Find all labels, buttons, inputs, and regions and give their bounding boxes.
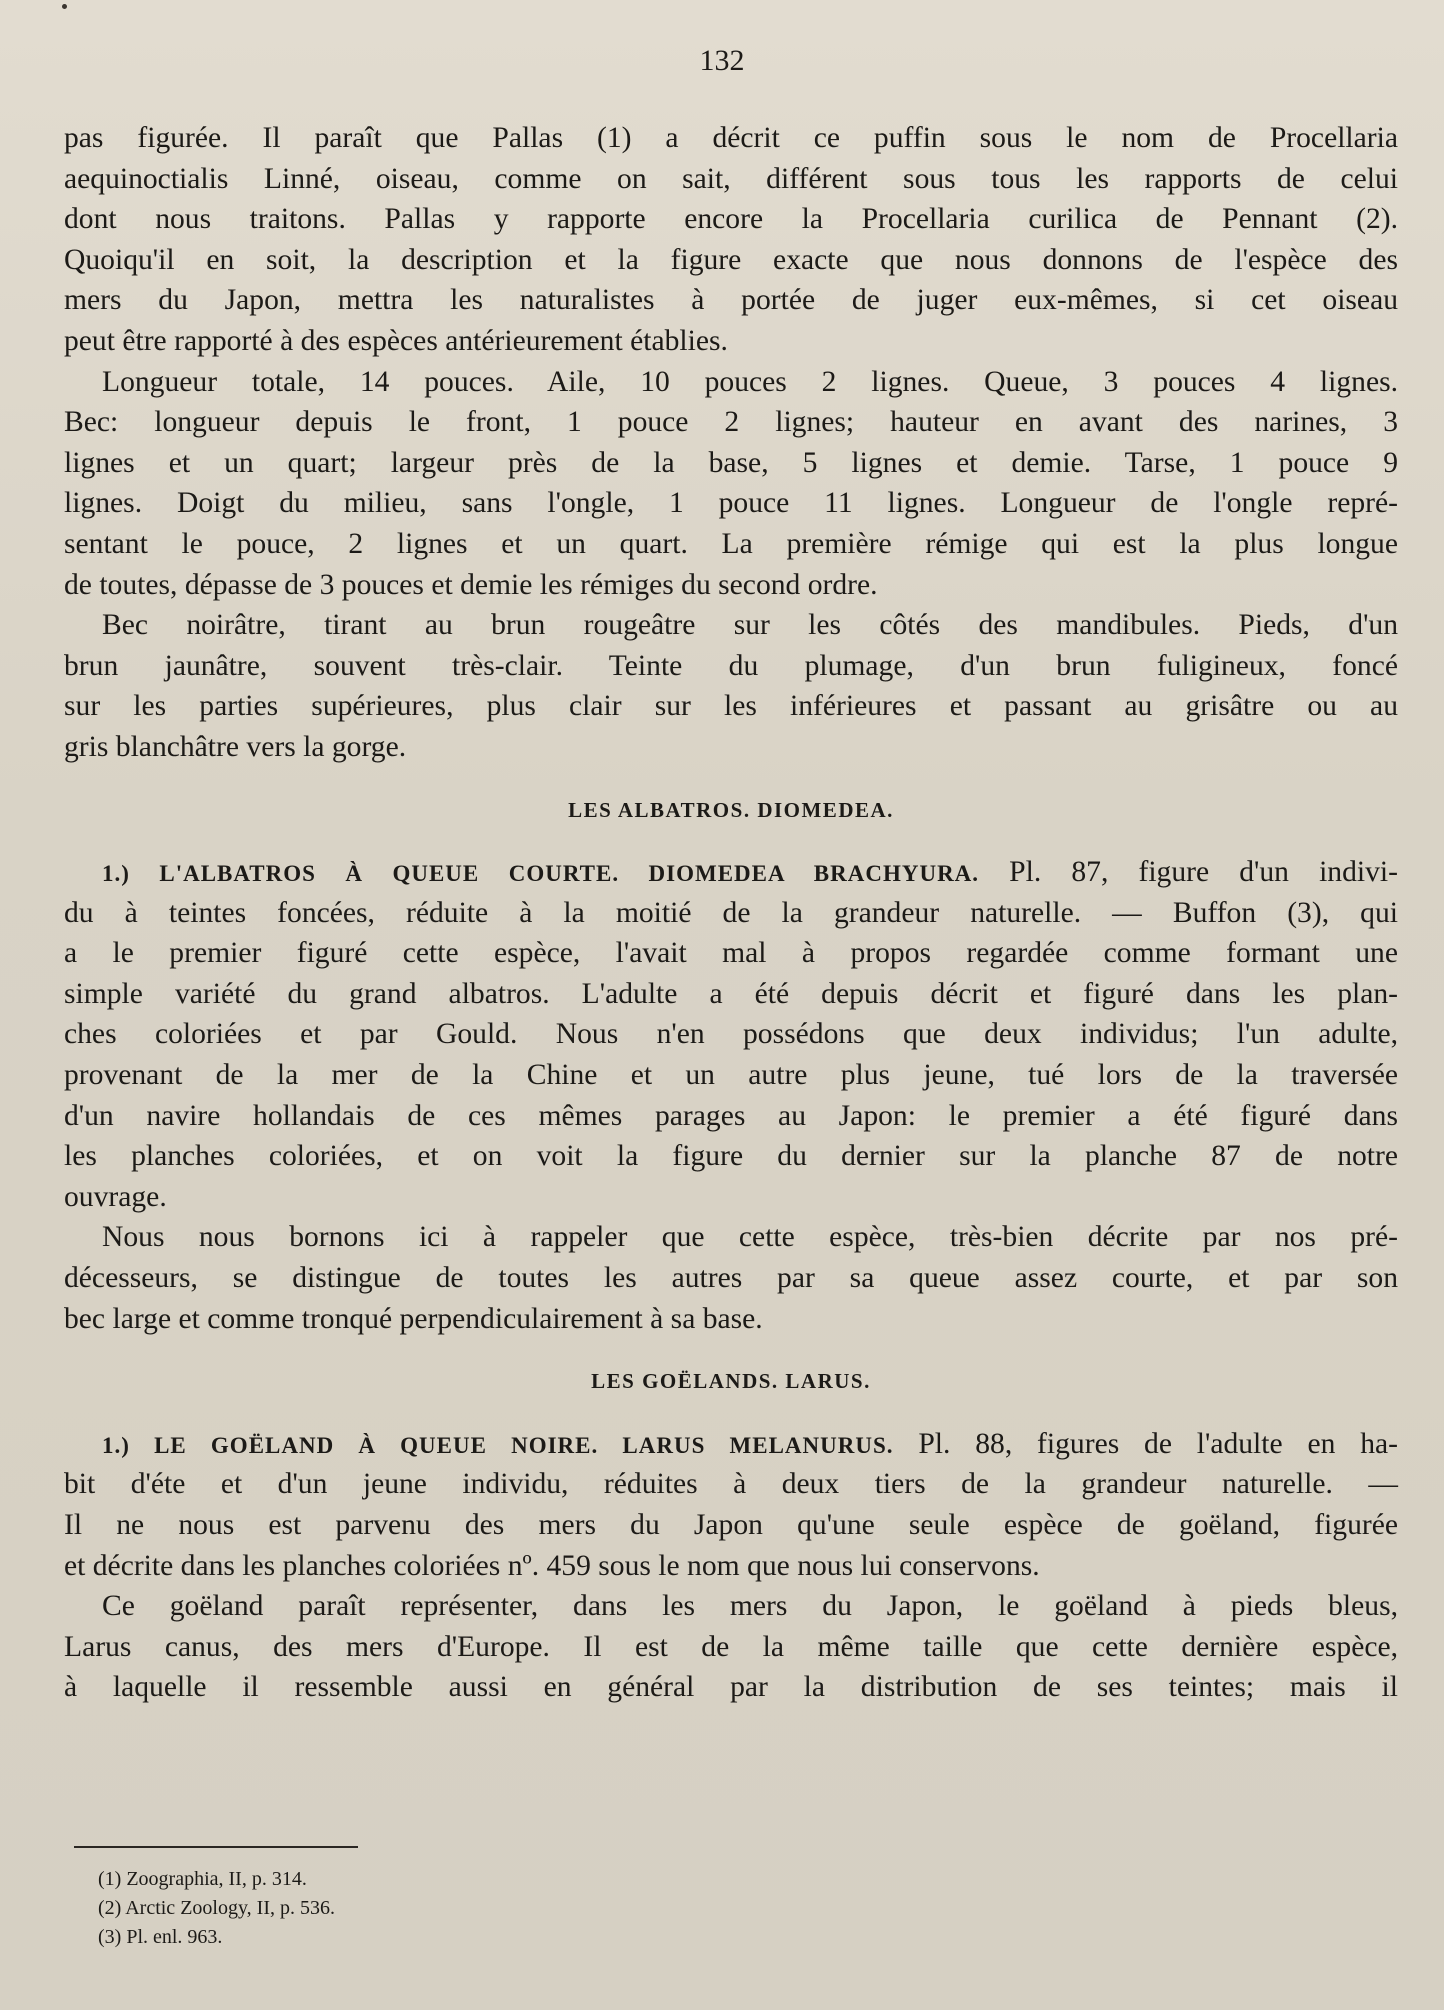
text-line: de toutes, dépasse de 3 pouces et demie les rémiges du second ordre. [64, 568, 878, 601]
text-line: Ce goëland paraît représenter, dans les mers du Japon, le goëland à pieds bleus, [102, 1590, 1398, 1623]
text-line: ouvrage. [64, 1180, 167, 1213]
text-line: ches coloriées et par Gould. Nous n'en possédons que deux individus; l'un adulte, [64, 1018, 1398, 1051]
paragraph-measurements [64, 362, 1398, 606]
text-line: dont nous traitons. Pallas y rapporte encore la Procellaria curilica de Pennant (2). [64, 203, 1398, 236]
text-line: Longueur totale, 14 pouces. Aile, 10 pouces 2 lignes. Queue, 3 pouces 4 lignes. [102, 365, 1398, 398]
footnote-divider [74, 1846, 358, 1848]
section-heading-albatros: LES ALBATROS. DIOMEDEA. [568, 797, 894, 822]
text-line: sentant le pouce, 2 lignes et un quart. La première rémige qui est la plus longue [64, 527, 1398, 560]
plate-reference: Pl. 87, figure d'un indivi- [1009, 856, 1398, 889]
text-line: d'un navire hollandais de ces mêmes parages au Japon: le premier a été figuré dans [64, 1099, 1398, 1132]
text-line: du à teintes foncées, réduite à la moitié de la grandeur naturelle. — Buffon (3), qui [64, 896, 1398, 929]
text-line [64, 852, 1398, 893]
paragraph-puffin-synonymy [64, 118, 1398, 362]
species-title: 1.) L'ALBATROS À QUEUE COURTE. DIOMEDEA BRACHYURA. [102, 861, 980, 887]
text-line: simple variété du grand albatros. L'adulte a été depuis décrit et figuré dans les plan- [64, 977, 1398, 1010]
text-line: a le premier figuré cette espèce, l'avait mal à propos regardée comme formant une [64, 937, 1398, 970]
plate-reference: Pl. 88, figures de l'adulte en ha- [918, 1427, 1398, 1460]
text-line: décesseurs, se distingue de toutes les autres par sa queue assez courte, et par son [64, 1262, 1398, 1295]
text-line: brun jaunâtre, souvent très-clair. Teinte du plumage, d'un brun fuligineux, foncé [64, 649, 1398, 682]
text-line: pas figurée. Il paraît que Pallas (1) a décrit ce puffin sous le nom de Procellaria [64, 122, 1398, 154]
text-line: lignes et un quart; largeur près de la base, 5 lignes et demie. Tarse, 1 pouce 9 [64, 446, 1398, 479]
text-line [64, 1424, 1398, 1465]
paragraph-albatros-entry [64, 852, 1398, 1217]
text-line: bec large et comme tronqué perpendiculairement à sa base. [64, 1302, 763, 1335]
body-text [64, 118, 1398, 1708]
text-line: et décrite dans les planches coloriées nº. 459 sous le nom que nous lui conservons. [64, 1549, 1040, 1582]
text-line: aequinoctialis Linné, oiseau, comme on sait, différent sous tous les rapports de celui [64, 162, 1398, 195]
text-line: les planches coloriées, et on voit la figure du dernier sur la planche 87 de notre [64, 1140, 1398, 1173]
text-line: Quoiqu'il en soit, la description et la figure exacte que nous donnons de l'espèce des [64, 243, 1398, 276]
section-heading-goelands: LES GOËLANDS. LARUS. [591, 1369, 871, 1394]
text-line: Bec: longueur depuis le front, 1 pouce 2 lignes; hauteur en avant des narines, 3 [64, 406, 1398, 439]
text-line: provenant de la mer de la Chine et un autre plus jeune, tué lors de la traversée [64, 1059, 1398, 1092]
species-title: 1.) LE GOËLAND À QUEUE NOIRE. LARUS MELANURUS. [102, 1432, 894, 1458]
text-line: Bec noirâtre, tirant au brun rougeâtre sur les côtés des mandibules. Pieds, d'un [102, 609, 1398, 642]
text-line: Il ne nous est parvenu des mers du Japon qu'une seule espèce de goëland, figurée [64, 1509, 1398, 1541]
text-line: gris blanchâtre vers la gorge. [64, 730, 407, 763]
text-line: à laquelle il ressemble aussi en général par la distribution de ses teintes; mais il [64, 1671, 1398, 1704]
paragraph-goeland-entry [64, 1424, 1398, 1586]
text-line: lignes. Doigt du milieu, sans l'ongle, 1 pouce 11 lignes. Longueur de l'ongle repré- [64, 487, 1398, 520]
text-line: Larus canus, des mers d'Europe. Il est de la même taille que cette dernière espèce, [64, 1630, 1398, 1663]
ink-speck [62, 4, 67, 9]
text-line: mers du Japon, mettra les naturalistes à portée de juger eux-mêmes, si cet oiseau [64, 284, 1398, 317]
text-line: bit d'éte et d'un jeune individu, réduites à deux tiers de la grandeur naturelle. — [64, 1468, 1398, 1501]
footnotes [98, 1865, 335, 1952]
paragraph-albatros-notes [64, 1217, 1398, 1339]
footnote-1: (1) Zoographia, II, p. 314. [98, 1868, 307, 1890]
footnote-3: (3) Pl. enl. 963. [98, 1926, 223, 1948]
footnote-2: (2) Arctic Zoology, II, p. 536. [98, 1897, 335, 1919]
text-line: Nous nous bornons ici à rappeler que cette espèce, très-bien décrite par nos pré- [102, 1221, 1398, 1254]
paragraph-coloration [64, 605, 1398, 767]
text-line: sur les parties supérieures, plus clair sur les inférieures et passant au grisâtre ou au [64, 690, 1398, 723]
page-number: 132 [699, 44, 745, 77]
text-line: peut être rapporté à des espèces antérieurement établies. [64, 324, 728, 357]
paragraph-goeland-comparison [64, 1586, 1398, 1708]
